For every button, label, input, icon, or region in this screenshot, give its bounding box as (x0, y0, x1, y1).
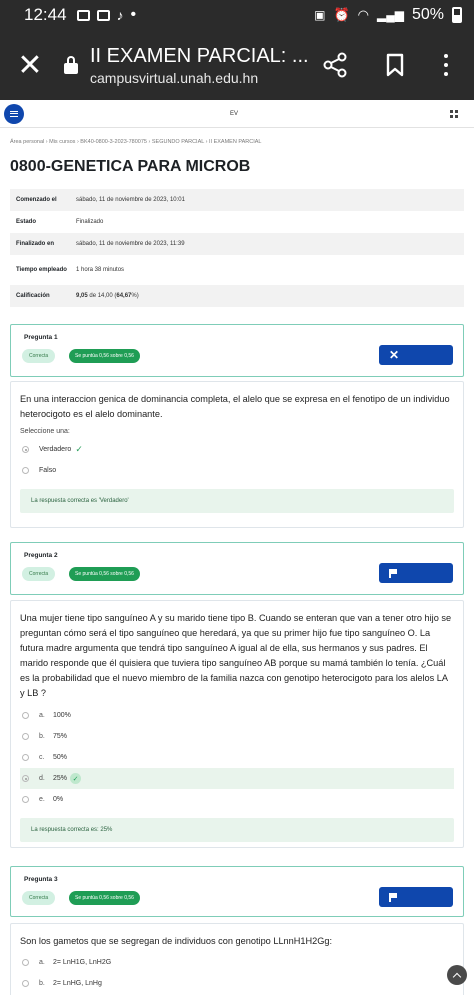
option-letter: b. (39, 733, 45, 740)
battery-percent: 50% (411, 6, 444, 23)
share-icon[interactable] (322, 52, 348, 78)
option-letter: e. (39, 796, 45, 803)
site-logo[interactable]: EV (230, 110, 239, 117)
radio-button[interactable] (22, 980, 29, 987)
grade-percent: 64,67 (116, 293, 132, 299)
status-badge: Correcta (22, 567, 55, 581)
radio-button[interactable] (22, 959, 29, 966)
site-navbar (0, 100, 474, 128)
summary-row-finished (10, 233, 464, 255)
summary-label: Estado (16, 219, 37, 225)
summary-value: sábado, 11 de noviembre de 2023, 11:39 (76, 241, 185, 247)
browser-url: campusvirtual.unah.edu.hn (90, 69, 259, 86)
summary-row-state (10, 211, 464, 233)
option-label: 2= LnHG, LnHg (53, 980, 102, 987)
option-label: 0% (53, 796, 64, 803)
answer-options (20, 705, 454, 810)
signal-icon: ▂▄▆ (377, 8, 404, 22)
status-badge: Correcta (22, 349, 55, 363)
radio-button[interactable] (22, 796, 29, 803)
answer-option[interactable] (20, 973, 454, 994)
more-options-icon[interactable] (438, 54, 454, 76)
more-notifications-dot: • (130, 6, 137, 23)
bookmark-icon[interactable] (382, 52, 408, 78)
gallery-icon (77, 10, 90, 21)
status-badge: Correcta (22, 891, 55, 905)
menu-icon (10, 111, 18, 117)
option-letter: b. (39, 980, 45, 987)
option-label: 2= LnH1G, LnH2G (53, 959, 112, 966)
answer-options (20, 952, 454, 994)
summary-value: Finalizado (76, 219, 104, 225)
question-info (10, 324, 464, 377)
drawer-toggle-button[interactable] (4, 104, 24, 124)
browser-page-title: II EXAMEN PARCIAL: ... (90, 44, 309, 67)
score-badge: Se puntúa 0,56 sobre 0,56 (69, 567, 140, 581)
summary-value: sábado, 11 de noviembre de 2023, 10:01 (76, 197, 185, 203)
summary-label: Finalizado en (16, 241, 55, 247)
question-content (10, 381, 464, 528)
right-answer-feedback: La respuesta correcta es 'Verdadero' (20, 489, 454, 513)
apps-grid-icon[interactable] (450, 110, 458, 118)
option-letter: a. (39, 959, 45, 966)
radio-button[interactable] (22, 446, 29, 453)
summary-row-grade (10, 285, 464, 307)
grade-points: 9,05 (76, 293, 88, 299)
option-label: Verdadero (39, 446, 72, 453)
option-letter: a. (39, 712, 45, 719)
battery-icon (452, 7, 462, 23)
grade-suffix: %) (131, 293, 139, 299)
close-tab-button[interactable] (0, 48, 60, 83)
radio-button[interactable] (22, 754, 29, 761)
question-text: En una interaccion genica de dominancia completa, el alelo que se expresa en el fenotipo de un individuo heterocigoto es el alelo dominante. (20, 394, 450, 419)
alarm-icon: ⏰ (333, 7, 350, 22)
summary-row-time (10, 255, 464, 285)
scroll-to-top-button[interactable] (447, 965, 467, 985)
grade-max: de 14,00 ( (87, 293, 117, 299)
breadcrumb[interactable]: Área personal › Mis cursos › BK40-0800-3-2023-780075 › SEGUNDO PARCIAL › II EXAMEN PARCIAL (10, 139, 262, 145)
question-text: Son los gametos que se segregan de individuos con genotipo LLnnH1H2Gg: (20, 936, 333, 946)
option-label: 75% (53, 733, 68, 740)
radio-button[interactable] (22, 712, 29, 719)
question-info (10, 866, 464, 917)
vibrate-icon: ▣ (314, 8, 326, 22)
answer-option[interactable] (20, 460, 454, 481)
summary-label: Comenzado el (16, 197, 57, 203)
status-bar (0, 0, 474, 30)
question-text: Una mujer tiene tipo sanguíneo A y su marido tiene tipo B. Cuando se enteran que van a tener otro hijo se preguntan cómo será el tipo sanguíneo que heredará, ya que su primer hijo fue tipo sanguíneo O. La futura madre argumenta que tendrá tipo sanguíneo A igual al de ella, sus hermanos y sus padres. El marido responde que él quisiera que tuviera tipo sanguíneo AB porque su mamá también lo tenía. ¿Cuál es la probabilidad que el nuevo miembro de la familia nazca con genotipo heterocigoto para los alelos LA y LB ? (20, 613, 452, 698)
flag-question-button[interactable] (379, 345, 453, 365)
remove-flag-icon: ✕ (389, 348, 400, 362)
question-content (10, 923, 464, 995)
right-answer-feedback: La respuesta correcta es: 25% (20, 818, 454, 842)
option-letter: c. (39, 754, 45, 761)
answer-option[interactable] (20, 439, 454, 460)
answer-option[interactable] (20, 726, 454, 747)
notification-icons (77, 6, 137, 24)
attempt-summary-table (10, 189, 464, 307)
select-hint: Seleccione una: (20, 428, 70, 435)
radio-button[interactable] (22, 467, 29, 474)
browser-toolbar (0, 30, 474, 100)
option-letter: d. (39, 775, 45, 782)
summary-row-started (10, 189, 464, 211)
radio-button[interactable] (22, 733, 29, 740)
system-icons (314, 6, 462, 24)
score-badge: Se puntúa 0,56 sobre 0,56 (69, 349, 140, 363)
flag-icon (389, 893, 397, 901)
radio-button[interactable] (22, 775, 29, 782)
correct-check-icon: ✓ (75, 444, 83, 454)
question-number: Pregunta 3 (24, 876, 58, 883)
option-label: 50% (53, 754, 68, 761)
option-label: Falso (39, 467, 57, 474)
summary-label: Calificación (16, 293, 50, 299)
answer-option[interactable] (20, 789, 454, 810)
question-number: Pregunta 1 (24, 334, 58, 341)
grade-value (76, 293, 139, 299)
flag-icon (389, 569, 397, 577)
correct-check-icon: ✓ (70, 773, 81, 784)
clock: 12:44 (24, 5, 67, 24)
chevron-up-icon (453, 972, 461, 980)
calendar-icon (97, 10, 110, 21)
lock-icon[interactable] (64, 56, 78, 74)
summary-value: 1 hora 38 minutos (76, 267, 125, 273)
wifi-icon: ◠ (357, 7, 369, 22)
answer-option[interactable] (20, 705, 454, 726)
answer-option[interactable] (20, 952, 454, 973)
close-icon: ✕ (17, 48, 43, 82)
question-content (10, 600, 464, 848)
question-number: Pregunta 2 (24, 552, 58, 559)
option-label: 25% (53, 775, 68, 782)
page-title-box[interactable] (90, 45, 310, 86)
course-title: 0800-GENETICA PARA MICROB (10, 158, 251, 175)
score-badge: Se puntúa 0,56 sobre 0,56 (69, 891, 140, 905)
answer-option[interactable] (20, 747, 454, 768)
flag-question-button[interactable] (379, 563, 453, 583)
flag-question-button[interactable] (379, 887, 453, 907)
option-label: 100% (53, 712, 71, 719)
tiktok-icon: ♪ (116, 7, 124, 23)
summary-label: Tiempo empleado (16, 267, 67, 273)
answer-option-selected[interactable] (20, 768, 454, 789)
question-info (10, 542, 464, 595)
